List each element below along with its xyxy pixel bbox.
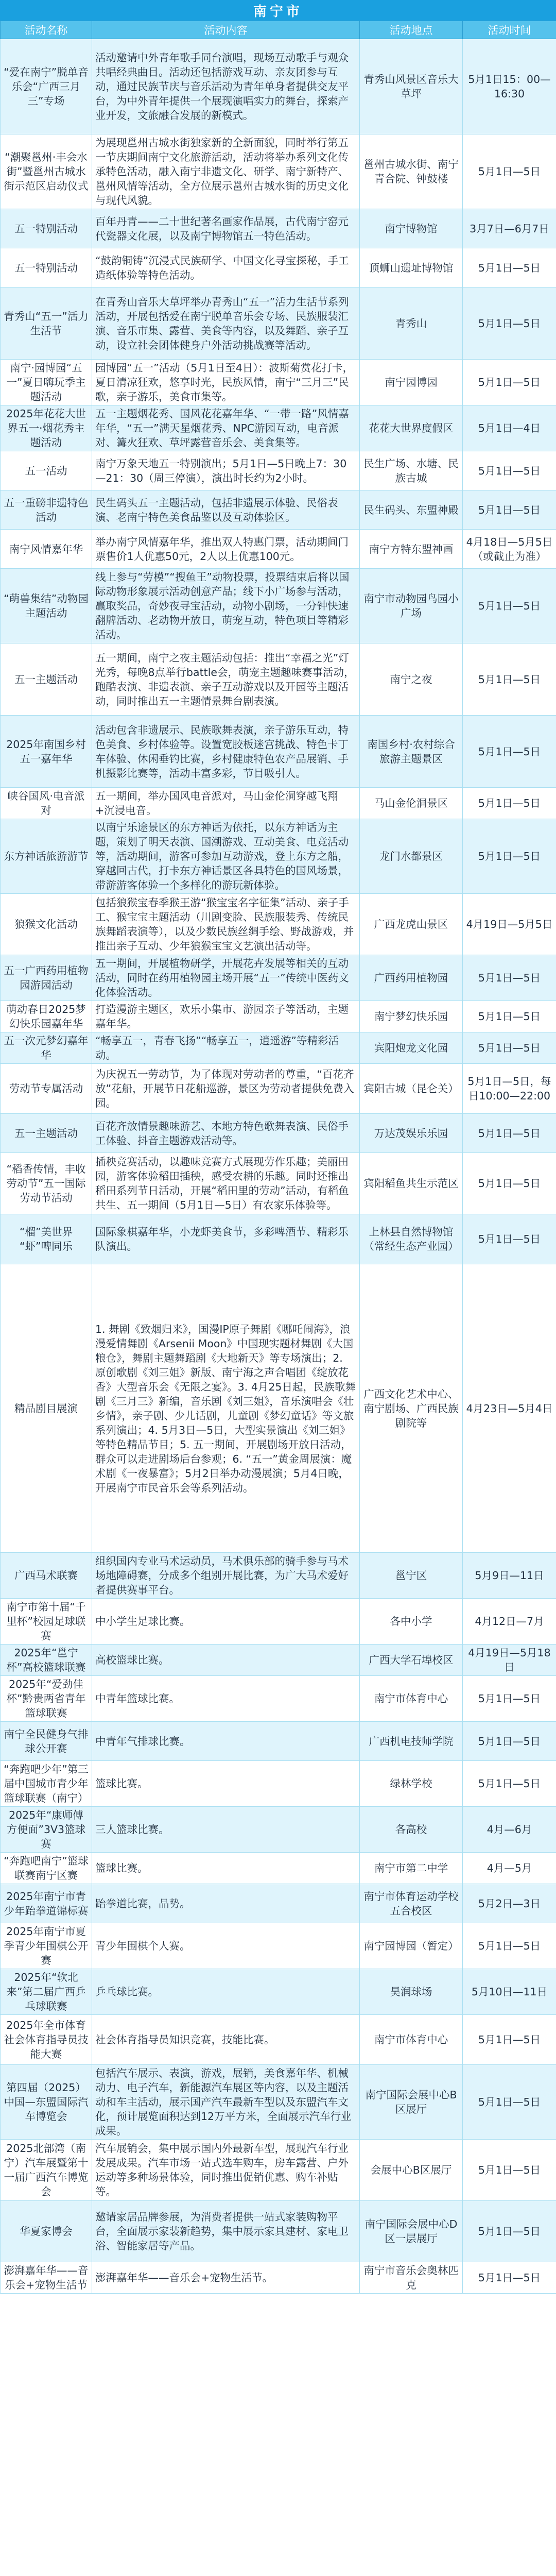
activity-time: 4月19日—5月5日: [463, 894, 556, 955]
activity-content: 南宁万象天地五一特别演出；5月1日—5日晚上7：30—21：30（周三停演），演出时长约为2小时。: [92, 451, 360, 490]
activity-content: 百年丹青——二十世纪著名画家作品展，古代南宁窑元代瓷器文化展，以及南宁博物馆五一特色活动。: [92, 209, 360, 248]
activity-name: 青秀山“五一”活力生活节: [1, 287, 92, 360]
activity-table: [0, 21, 556, 2294]
activity-place: 青秀山风景区音乐大草坪: [360, 39, 463, 134]
table-row: [1, 2262, 556, 2294]
activity-content: 五一期间，南宁之夜主题活动包括：推出“幸福之光”灯光秀，每晚8点举行battle会，萌宠主题趣味赛事活动，跑酷表演、非遗表演、亲子互动游戏以及开园等主题活动，同时推出五一主题情景舞台剧表演。: [92, 643, 360, 716]
activity-time: 4月—6月: [463, 1807, 556, 1853]
activity-content: 乒乓球比赛。: [92, 1969, 360, 2015]
activity-name: 2025年南宁市青少年跆拳道锦标赛: [1, 1884, 92, 1923]
table-row: [1, 1923, 556, 1969]
activity-time: 5月1日—5日: [463, 643, 556, 716]
activity-place: 南宁之夜: [360, 643, 463, 716]
activity-name: “奔跑吧南宁”篮球联赛南宁区赛: [1, 1853, 92, 1884]
activity-place: 会展中心B区展厅: [360, 2140, 463, 2201]
activity-time: 4月19日—5月18日: [463, 1645, 556, 1676]
table-row: [1, 405, 556, 451]
table-row: [1, 530, 556, 569]
activity-time: 5月1日—5日: [463, 287, 556, 360]
activity-content: 为展现邕州古城水街独家新的全新面貌，同时举行第五一节庆期间南宁文化旅游活动，活动将举办系列文化传承特色活动，融入南宁非遗文化、研学、南宁新特产、邕州风情等活动，全方位展示邕州古城水街的历史文化与现代风貌。: [92, 134, 360, 209]
table-row: [1, 1853, 556, 1884]
header-time: 活动时间: [463, 21, 556, 39]
activity-name: 五一活动: [1, 451, 92, 490]
table-row: [1, 1032, 556, 1064]
table-row: [1, 1553, 556, 1599]
activity-name: 澎湃嘉年华——音乐会+宠物生活节: [1, 2262, 92, 2294]
header-place: 活动地点: [360, 21, 463, 39]
activity-time: 4月—5月: [463, 1853, 556, 1884]
activity-content: 青少年围棋个人赛。: [92, 1923, 360, 1969]
activity-time: 5月1日—4日: [463, 405, 556, 451]
activity-content: 为庆祝五一劳动节，为了体现对劳动者的尊重，“百花齐放”花船，开展节日花船巡游，景区为劳动者提供免费入园。: [92, 1064, 360, 1114]
table-row: [1, 1645, 556, 1676]
activity-place: 各高校: [360, 1807, 463, 1853]
table-row: [1, 1599, 556, 1645]
activity-time: 5月1日—5日: [463, 788, 556, 819]
activity-time: 5月1日—5日: [463, 2262, 556, 2294]
activity-time: 5月1日—5日: [463, 1214, 556, 1264]
activity-place: 各中小学: [360, 1599, 463, 1645]
activity-name: 五一次元梦幻嘉年华: [1, 1032, 92, 1064]
activity-time: 3月7日—6月7日: [463, 209, 556, 248]
activity-place: 南宁方特东盟神画: [360, 530, 463, 569]
table-row: [1, 2015, 556, 2065]
activity-name: 五一特别活动: [1, 248, 92, 287]
activity-name: 2025年“爱劲佳杯”黔贵两省青年篮球联赛: [1, 1676, 92, 1722]
activity-content: “鼓韵铜铸”沉浸式民族研学、中国文化寻宝探秘，手工造纸体验等特色活动。: [92, 248, 360, 287]
activity-content: 举办南宁风情嘉年华，推出双人特惠门票，活动期间门票售价1人优惠50元，2人以上优惠100元。: [92, 530, 360, 569]
activity-time: 5月1日—5日: [463, 360, 556, 405]
activity-place: 南宁园博园（暂定）: [360, 1923, 463, 1969]
table-row: [1, 39, 556, 134]
activity-name: 峡谷国风·电音派对: [1, 788, 92, 819]
table-row: [1, 1114, 556, 1153]
activity-content: 三人篮球比赛。: [92, 1807, 360, 1853]
activity-time: 5月2日—3日: [463, 1884, 556, 1923]
activity-content: 五一主题烟花秀、国风花花嘉年华、“一带一路”风情嘉年华，“五一”满天星烟花秀、NPC游园互动，电音派对、篝火狂欢、草坪露营音乐会、美食集等。: [92, 405, 360, 451]
activity-time: 5月1日—5日: [463, 955, 556, 1001]
activity-name: 2025年“邕宁杯”高校篮球联赛: [1, 1645, 92, 1676]
activity-name: “萌兽集结”动物园主题活动: [1, 569, 92, 643]
activity-place: 南宁国际会展中心D区一层展厅: [360, 2201, 463, 2262]
table-row: [1, 643, 556, 716]
activity-time: 5月1日—5日: [463, 1923, 556, 1969]
activity-content: 邀请家居品牌参展，为消费者提供一站式家装购物平台，全面展示家装新趋势，集中展示家具建材、家电卫浴、智能家居等产品。: [92, 2201, 360, 2262]
activity-place: 广西龙虎山景区: [360, 894, 463, 955]
activity-place: 民生码头、东盟神殿: [360, 490, 463, 530]
activity-content: 1. 舞剧《致烟归来》，国漫IP原子舞剧《哪吒闹海》，浪漫爱情舞剧《Arsenii Moon》中国现实题材舞剧《大国粮仓》，舞剧主题舞蹈剧《大地新天》等专场演出；2. 原创歌剧《刘三姐》新版、南宁海之声合唱团《绽放花香》大型音乐会《无限之宴》。3. 4月25日起，民族歌舞剧《三月三》新编，音乐剧《刘三姐》，音乐演唱会《壮乡情》，亲子剧、少儿话剧，儿童剧《梦幻童话》等文旅系列演出；4. 5月3日—5日，大型实景演出《刘三姐》等特色精品节目；5. 五一期间，开展剧场开放日活动，群众可以走进剧场后台参观；6. “五一”黄金周展演：魔术剧《一夜暴富》；5月2日举办动漫展演；5月4日晚，开展南宁市民音乐会等系列活动。: [92, 1264, 360, 1553]
activity-content: 打造漫游主题区，欢乐小集市、游园亲子等活动，主题嘉年华。: [92, 1001, 360, 1032]
activity-place: 龙门水都景区: [360, 819, 463, 894]
activity-time: 5月1日—5日: [463, 134, 556, 209]
activity-place: 顶蛳山遗址博物馆: [360, 248, 463, 287]
activity-name: 南宁市第十届“千里杯”校园足球联赛: [1, 1599, 92, 1645]
activity-content: 园博园“五一”活动（5月1日至4日）：波斯菊赏花打卡，夏日清凉狂欢，悠享时光，民族风情，南宁“三月三”民歌，亲子游乐，美食市集等。: [92, 360, 360, 405]
table-row: [1, 2140, 556, 2201]
activity-name: 广西马术联赛: [1, 1553, 92, 1599]
activity-name: 劳动节专属活动: [1, 1064, 92, 1114]
activity-name: 五一主题活动: [1, 1114, 92, 1153]
activity-place: 万达茂娱乐乐园: [360, 1114, 463, 1153]
activity-place: 昊润球场: [360, 1969, 463, 2015]
table-row: [1, 490, 556, 530]
activity-name: 南宁·园博园“五一”夏日嗨玩季主题活动: [1, 360, 92, 405]
activity-name: “榴”美世界 “虾”啤同乐: [1, 1214, 92, 1264]
activity-name: 五一主题活动: [1, 643, 92, 716]
activity-place: 南宁国际会展中心B区展厅: [360, 2065, 463, 2140]
activity-time: 5月1日—5日: [463, 569, 556, 643]
activity-name: 2025年“康师傅方便面”3V3篮球赛: [1, 1807, 92, 1853]
activity-content: 包括狼猴宝春季猴王游“猴宝宝名字征集”活动、亲子手工、猴宝宝主题活动（川剧变脸、民族服装秀、传统民族舞蹈表演等），以及少数民族丝绸手绘、野战游戏，并推出亲子互动、少年狼猴宝宝文艺演出活动等。: [92, 894, 360, 955]
table-row: [1, 1722, 556, 1761]
activity-place: 南宁市体育中心: [360, 2015, 463, 2065]
activity-place: 广西药用植物园: [360, 955, 463, 1001]
activity-place: 南宁市动物园鸟园小广场: [360, 569, 463, 643]
activity-time: 5月1日—5日: [463, 2201, 556, 2262]
activity-place: 宾阳稻鱼共生示范区: [360, 1153, 463, 1214]
activity-time: 5月1日—5日: [463, 490, 556, 530]
activity-name: 2025年“软北来”第二届广西乒乓球联赛: [1, 1969, 92, 2015]
activity-time: 5月1日—5日: [463, 1676, 556, 1722]
table-row: [1, 894, 556, 955]
activity-name: “奔跑吧少年”第三届中国城市青少年篮球联赛（南宁）: [1, 1761, 92, 1807]
activity-content: 中青年气排球比赛。: [92, 1722, 360, 1761]
table-row: [1, 569, 556, 643]
activity-name: 东方神话旅游游节: [1, 819, 92, 894]
activity-name: “潮聚邕州·丰会水街”暨邕州古城水街示范区启动仪式: [1, 134, 92, 209]
activity-name: 南宁全民健身气排球公开赛: [1, 1722, 92, 1761]
activity-time: 5月10日—11日: [463, 1969, 556, 2015]
activity-content: 活动邀请中外青年歌手同台演唱，现场互动歌手与观众共唱经典曲目。活动还包括游戏互动、亲友团参与互动，通过民族节庆与音乐活动为青年单身者提供交友平台，为中外青年提供一个展现演唱实力的舞台，探索产业开发，文旅融合发展的新模式。: [92, 39, 360, 134]
table-row: [1, 1761, 556, 1807]
activity-content: 五一期间，举办国风电音派对，马山金伦洞穿越飞翔+沉浸电音。: [92, 788, 360, 819]
activity-place: 邕州古城水街、南宁青合院、钟鼓楼: [360, 134, 463, 209]
activity-time: 5月1日—5日，每日10:00—22:00: [463, 1064, 556, 1114]
activity-content: 跆拳道比赛，品势。: [92, 1884, 360, 1923]
table-row: [1, 716, 556, 788]
activity-time: 5月1日—5日: [463, 2065, 556, 2140]
activity-content: 民生码头五一主题活动，包括非遗展示体验、民俗表演、老南宁特色美食品鉴以及互动体验区。: [92, 490, 360, 530]
activity-content: 澎湃嘉年华——音乐会+宠物生活节。: [92, 2262, 360, 2294]
activity-place: 上林县自然博物馆（常经生态产业园）: [360, 1214, 463, 1264]
page-title: 南宁市: [0, 0, 556, 21]
activity-content: 中青年篮球比赛。: [92, 1676, 360, 1722]
activity-time: 5月1日—5日: [463, 1761, 556, 1807]
activity-name: 五一重磅非遗特色活动: [1, 490, 92, 530]
activity-place: 广西文化艺术中心、南宁剧场、广西民族剧院等: [360, 1264, 463, 1553]
table-row: [1, 1676, 556, 1722]
table-row: [1, 2201, 556, 2262]
activity-content: 包括汽车展示、表演，游戏，展销，美食嘉年华、机械动力、电子汽车，新能源汽车展区等内容，以及主题活动和车主活动，展示国产汽车最新车型以及东盟汽车文化，预计展览面积达到12万平方米，全面展示汽车行业成果。: [92, 2065, 360, 2140]
activity-content: 百花齐放情景趣味游艺、本地方特色歌舞表演、民俗手工体验、抖音主题游戏活动等。: [92, 1114, 360, 1153]
activity-place: 绿林学校: [360, 1761, 463, 1807]
table-row: [1, 209, 556, 248]
activity-content: 五一期间，开展植物研学，开展花卉发展等相关的互动活动，同时在药用植物园主场开展“五一”传统中医药文化体验活动。: [92, 955, 360, 1001]
activity-time: 5月1日—5日: [463, 248, 556, 287]
activity-time: 5月1日—5日: [463, 1114, 556, 1153]
table-body: [1, 39, 556, 2294]
activity-content: 汽车展销会，集中展示国内外最新车型，展现汽车行业发展成果。汽车市场一站式选车购车，房车露营、户外运动等多种场景体验，同时推出促销优惠、购车补贴等。: [92, 2140, 360, 2201]
activity-content: 篮球比赛。: [92, 1853, 360, 1884]
activity-time: 5月1日—5日: [463, 451, 556, 490]
activity-place: 广西机电技师学院: [360, 1722, 463, 1761]
table-row: [1, 134, 556, 209]
activity-name: 五一广西药用植物园游园活动: [1, 955, 92, 1001]
table-row: [1, 955, 556, 1001]
activity-time: 5月1日—5日: [463, 1001, 556, 1032]
activity-place: 民生广场、水塘、民族古城: [360, 451, 463, 490]
activity-place: 邕宁区: [360, 1553, 463, 1599]
table-row: [1, 1214, 556, 1264]
activity-name: 2025年花花大世界五一·烟花秀主题活动: [1, 405, 92, 451]
activity-place: 南宁博物馆: [360, 209, 463, 248]
table-row: [1, 1001, 556, 1032]
activity-content: 篮球比赛。: [92, 1761, 360, 1807]
table-row: [1, 2065, 556, 2140]
activity-time: 5月1日—5日: [463, 1032, 556, 1064]
table-row: [1, 248, 556, 287]
table-row: [1, 451, 556, 490]
activity-content: 国际象棋嘉年华，小龙虾美食节，多彩啤酒节、精彩乐队演出。: [92, 1214, 360, 1264]
activity-place: 青秀山: [360, 287, 463, 360]
table-header: [1, 21, 556, 39]
table-row: [1, 1064, 556, 1114]
activity-place: 南国乡村·农村综合旅游主题景区: [360, 716, 463, 788]
activity-name: 狼猴文化活动: [1, 894, 92, 955]
activity-place: 南宁梦幻快乐园: [360, 1001, 463, 1032]
activity-time: 5月1日15：00—16:30: [463, 39, 556, 134]
activity-content: 在青秀山音乐大草坪举办青秀山“五一”活力生活节系列活动，开展包括爱在南宁脱单音乐会专场、民族服装汇演、音乐市集、露营、美食等内容，以及舞蹈、亲子互动，设立社会团体健身户外活动挑战赛等活动。: [92, 287, 360, 360]
activity-place: 马山金伦洞景区: [360, 788, 463, 819]
activity-place: 南宁市体育运动学校五合校区: [360, 1884, 463, 1923]
activity-name: 精品剧目展演: [1, 1264, 92, 1553]
activity-time: 5月1日—5日: [463, 819, 556, 894]
activity-place: 南宁市音乐会奥林匹克: [360, 2262, 463, 2294]
activity-content: “畅享五一，青春飞扬”“畅享五一，逍遥游”等精彩活动。: [92, 1032, 360, 1064]
activity-content: 活动包含非遗展示、民族歌舞表演，亲子游乐互动，特色美食、乡村体验等。设置宽胶板迷宫挑战、特色卡丁车体验、休闲垂钓比赛，乡村健康特色农产品展销、手机摄影比赛等，活动丰富多彩，节目吸引人。: [92, 716, 360, 788]
activity-time: 5月1日—5日: [463, 1722, 556, 1761]
activity-place: 宾阳古城（昆仑关）: [360, 1064, 463, 1114]
activity-name: “爱在南宁”脱单音乐会“广西三月三”专场: [1, 39, 92, 134]
activity-content: 高校篮球比赛。: [92, 1645, 360, 1676]
activity-name: 2025年全市体育社会体育指导员技能大赛: [1, 2015, 92, 2065]
activity-content: 组织国内专业马术运动员，马术俱乐部的骑手参与马术场地障碍赛，分成多个组别开展比赛，为广大马术爱好者提供赛事平台。: [92, 1553, 360, 1599]
activity-content: 以南宁乐途景区的东方神话为依托，以东方神话为主题，策划了明天表演、国潮游戏、互动美食、电竞活动等，活动期间，游客可参加互动游戏，登上东方之船，穿越回古代，打卡东方神话景区各具特色的国风场景，带游游客体验一个多样化的游玩新体验。: [92, 819, 360, 894]
activity-place: 南宁市第二中学: [360, 1853, 463, 1884]
activity-time: 5月1日—5日: [463, 2140, 556, 2201]
table-row: [1, 1884, 556, 1923]
activity-content: 插秧竞赛活动，以趣味竞赛方式展现劳作乐趣；美丽田园，游客体验稻田插秧，感受农耕的乐趣。同时还推出稻田系列节日活动，开展“稻田里的劳动”活动，有稻鱼共生、五一期间（5月1日—5日）有农家乐体验等。: [92, 1153, 360, 1214]
activity-name: 萌动春日2025梦幻快乐园嘉年华: [1, 1001, 92, 1032]
table-row: [1, 1153, 556, 1214]
activity-name: 2025年南国乡村五一嘉年华: [1, 716, 92, 788]
activity-place: 南宁园博园: [360, 360, 463, 405]
activity-name: 2025年南宁市夏季青少年围棋公开赛: [1, 1923, 92, 1969]
activity-place: 宾阳炮龙文化园: [360, 1032, 463, 1064]
activity-place: 广西大学石埠校区: [360, 1645, 463, 1676]
activity-name: 五一特别活动: [1, 209, 92, 248]
table-row: [1, 360, 556, 405]
activity-time: 5月1日—5日: [463, 2015, 556, 2065]
activity-time: 5月9日—11日: [463, 1553, 556, 1599]
table-row: [1, 287, 556, 360]
table-row: [1, 1264, 556, 1553]
activity-time: 5月1日—5日: [463, 1153, 556, 1214]
activity-time: 5月1日—5日: [463, 716, 556, 788]
activity-name: 2025北部湾（南宁）汽车展暨第十一届广西汽车博览会: [1, 2140, 92, 2201]
header-content: 活动内容: [92, 21, 360, 39]
activity-place: 花花大世界度假区: [360, 405, 463, 451]
header-name: 活动名称: [1, 21, 92, 39]
activity-content: 中小学生足球比赛。: [92, 1599, 360, 1645]
activity-content: 社会体育指导员知识竞赛，技能比赛。: [92, 2015, 360, 2065]
table-row: [1, 1807, 556, 1853]
table-row: [1, 1969, 556, 2015]
activity-time: 4月18日—5月5日（或截止为准）: [463, 530, 556, 569]
table-row: [1, 819, 556, 894]
activity-time: 4月12日—7月: [463, 1599, 556, 1645]
activity-name: “稻香传情，丰收劳动节”五一国际劳动节活动: [1, 1153, 92, 1214]
activity-name: 第四届（2025）中国—东盟国际汽车博览会: [1, 2065, 92, 2140]
table-row: [1, 788, 556, 819]
activity-name: 华夏家博会: [1, 2201, 92, 2262]
activity-time: 4月23日—5月4日: [463, 1264, 556, 1553]
activity-content: 线上参与“劳模”“搜鱼王”动物投票，投票结束后将以国际动物形象展示活动创意产品；线下小广场参与活动，赢取奖品，奇妙夜寻宝活动，动物小剧场，一分钟快速翻牌活动、老动物开放日，萌宠互动，特色项目等精彩活动。: [92, 569, 360, 643]
activity-name: 南宁风情嘉年华: [1, 530, 92, 569]
activity-place: 南宁市体育中心: [360, 1676, 463, 1722]
